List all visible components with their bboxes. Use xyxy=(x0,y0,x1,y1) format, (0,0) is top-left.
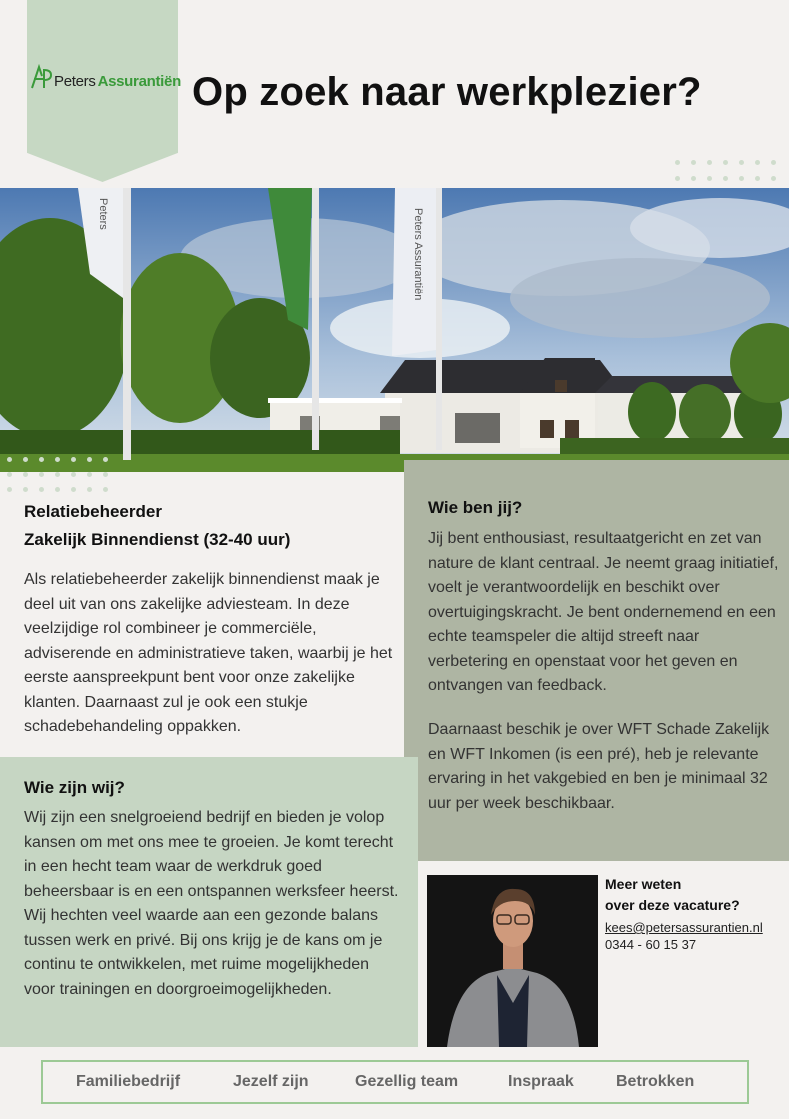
contact-person-image xyxy=(427,875,598,1047)
office-building-image xyxy=(0,188,789,472)
wie-ben-jij-heading: Wie ben jij? xyxy=(428,498,523,517)
contact-heading-line2: over deze vacature? xyxy=(605,897,740,913)
contact-phone: 0344 - 60 15 37 xyxy=(605,937,697,952)
page-title: Op zoek naar werkplezier? xyxy=(192,70,702,114)
wie-ben-jij-paragraph1: Jij bent enthousiast, resultaatgericht en zet van nature de klant centraal. Je neemt graag initiatief, voelt je verantwoordelijk en beschikt over overtuigingskracht. Je bent ondernemend en een echte teamspeler die altijd streeft naar verbetering en openstaat voor het geven en ontvangen van feedback. xyxy=(428,530,779,694)
decorative-dot-grid-left xyxy=(7,457,108,492)
company-logo xyxy=(30,64,181,90)
contact-portrait xyxy=(427,875,598,1047)
job-title-line2: Zakelijk Binnendienst (32-40 uur) xyxy=(24,530,291,549)
value-gezellig-team: Gezellig team xyxy=(355,1073,459,1090)
wie-ben-jij-paragraph2: Daarnaast beschik je over WFT Schade Zakelijk en WFT Inkomen (is een pré), heb je relevante ervaring in het vakgebied en ben je minimaal 32 uur per week beschikbaar. xyxy=(428,721,770,812)
logo-mark-icon xyxy=(30,64,52,90)
logo-text-peters: Peters xyxy=(54,73,96,90)
value-betrokken: Betrokken xyxy=(616,1073,695,1090)
job-title xyxy=(24,498,290,554)
contact-heading xyxy=(605,874,740,916)
value-inspraak: Inspraak xyxy=(508,1073,574,1090)
logo-text-assurantien: Assurantiën xyxy=(97,73,181,90)
value-familiebedrijf: Familiebedrijf xyxy=(76,1073,181,1090)
contact-email-link[interactable]: kees@petersassurantien.nl xyxy=(605,920,763,935)
job-intro: Als relatiebeheerder zakelijk binnendienst maak je deel uit van ons zakelijke adviesteam. In deze veelzijdige rol combineer je commerciële, adviserende en administratieve taken, waarbij je het eerste aanspreekpunt bent voor onze zakelijke klanten. Daarnaast zul je ook een stukje schadebehandeling oppakken. xyxy=(24,571,393,735)
logo-banner xyxy=(27,0,178,182)
value-jezelf-zijn: Jezelf zijn xyxy=(233,1073,309,1090)
svg-text:Peters Assurantiën: Peters Assurantiën xyxy=(412,208,424,301)
office-photo xyxy=(0,188,789,472)
svg-text:Peters: Peters xyxy=(97,198,109,230)
wie-zijn-wij-text: Wij zijn een snelgroeiend bedrijf en bieden je volop kansen om met ons mee te groeien. Je komt terecht in een hecht team waar de werkdruk goed beheersbaar is en een ontspannen werksfeer heerst. Wij hechten veel waarde aan een gezonde balans tussen werk en privé. Bij ons krijg je de kans om je continu te ontwikkelen, met ruime mogelijkheden voor trainingen en doorgroeimogelijkheden. xyxy=(24,809,399,998)
job-title-line1: Relatiebeheerder xyxy=(24,502,162,521)
wie-zijn-wij-heading: Wie zijn wij? xyxy=(24,778,125,797)
contact-heading-line1: Meer weten xyxy=(605,876,682,892)
